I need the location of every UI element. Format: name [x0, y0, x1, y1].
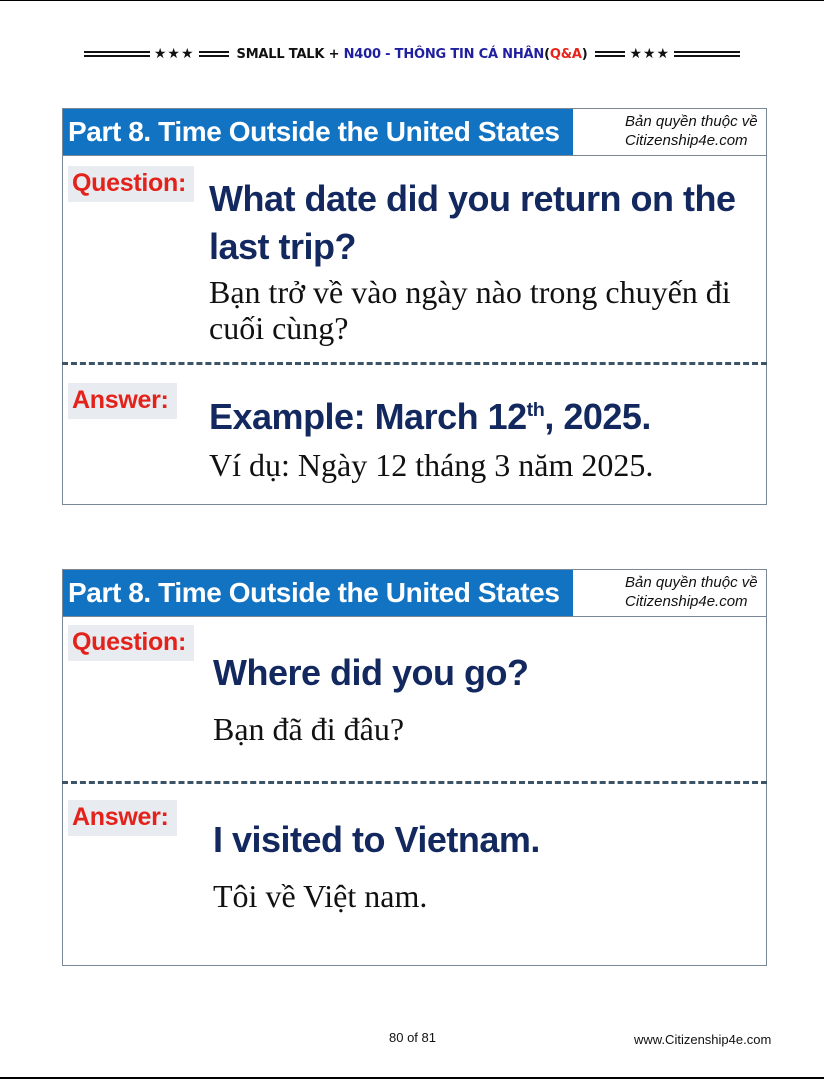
copyright-note [625, 573, 758, 611]
question-vietnamese: Bạn đã đi đâu? [213, 711, 405, 747]
answer-label: Answer: [68, 800, 177, 836]
answer-english-ordinal: th [526, 399, 545, 421]
part-title: Part 8. Time Outside the United States [63, 570, 573, 616]
question-label: Question: [68, 166, 194, 202]
question-vietnamese-line-1: Bạn trở về vào ngày nào trong chuyến đi [209, 274, 731, 310]
question-english-line-2: last trip? [209, 226, 357, 267]
dashed-divider [62, 781, 767, 784]
page-number: 80 of 81 [389, 1030, 436, 1045]
copyright-line-1: Bản quyền thuộc về [625, 574, 758, 591]
qa-card-2 [62, 569, 767, 966]
answer-english-year: , 2025. [544, 396, 651, 437]
card-header [63, 570, 766, 617]
header-double-line-left [84, 51, 150, 57]
answer-english [209, 386, 651, 441]
header-double-line-right [674, 51, 740, 57]
header-title [237, 47, 588, 62]
header-n400: N400 - THÔNG TIN CÁ NHÂN [343, 46, 545, 62]
question-vietnamese-line-2: cuối cùng? [209, 310, 349, 346]
footer-website: www.Citizenship4e.com [634, 1032, 772, 1047]
copyright-line-1: Bản quyền thuộc về [625, 113, 758, 130]
dashed-divider [62, 362, 767, 365]
header-double-line-inner-right [595, 51, 625, 57]
header-stars-right: ★★★ [629, 46, 671, 62]
question-label: Question: [68, 625, 194, 661]
header-stars-left: ★★★ [153, 46, 195, 62]
question-english: Where did you go? [213, 652, 529, 693]
copyright-note [625, 112, 758, 150]
header-small-talk: SMALL TALK + [236, 46, 340, 62]
answer-english-main: Example: March 12 [209, 396, 527, 437]
qa-card-1 [62, 108, 767, 505]
card-header [63, 109, 766, 156]
header-qa: Q&A [549, 46, 582, 62]
question-vietnamese [209, 274, 731, 346]
page-header [0, 43, 824, 65]
question-english [209, 175, 736, 271]
answer-english: I visited to Vietnam. [213, 819, 540, 860]
answer-vietnamese: Ví dụ: Ngày 12 tháng 3 năm 2025. [209, 447, 654, 483]
header-double-line-inner-left [199, 51, 229, 57]
part-title: Part 8. Time Outside the United States [63, 109, 573, 155]
copyright-line-2: Citizenship4e.com [625, 593, 748, 610]
top-rule [0, 0, 824, 1]
bottom-rule [0, 1077, 824, 1079]
header-paren-open: ( [544, 46, 550, 62]
answer-label: Answer: [68, 383, 177, 419]
header-paren-close: ) [581, 46, 588, 62]
question-english-line-1: What date did you return on the [209, 178, 736, 219]
copyright-line-2: Citizenship4e.com [625, 132, 748, 149]
answer-vietnamese: Tôi về Việt nam. [213, 878, 428, 914]
